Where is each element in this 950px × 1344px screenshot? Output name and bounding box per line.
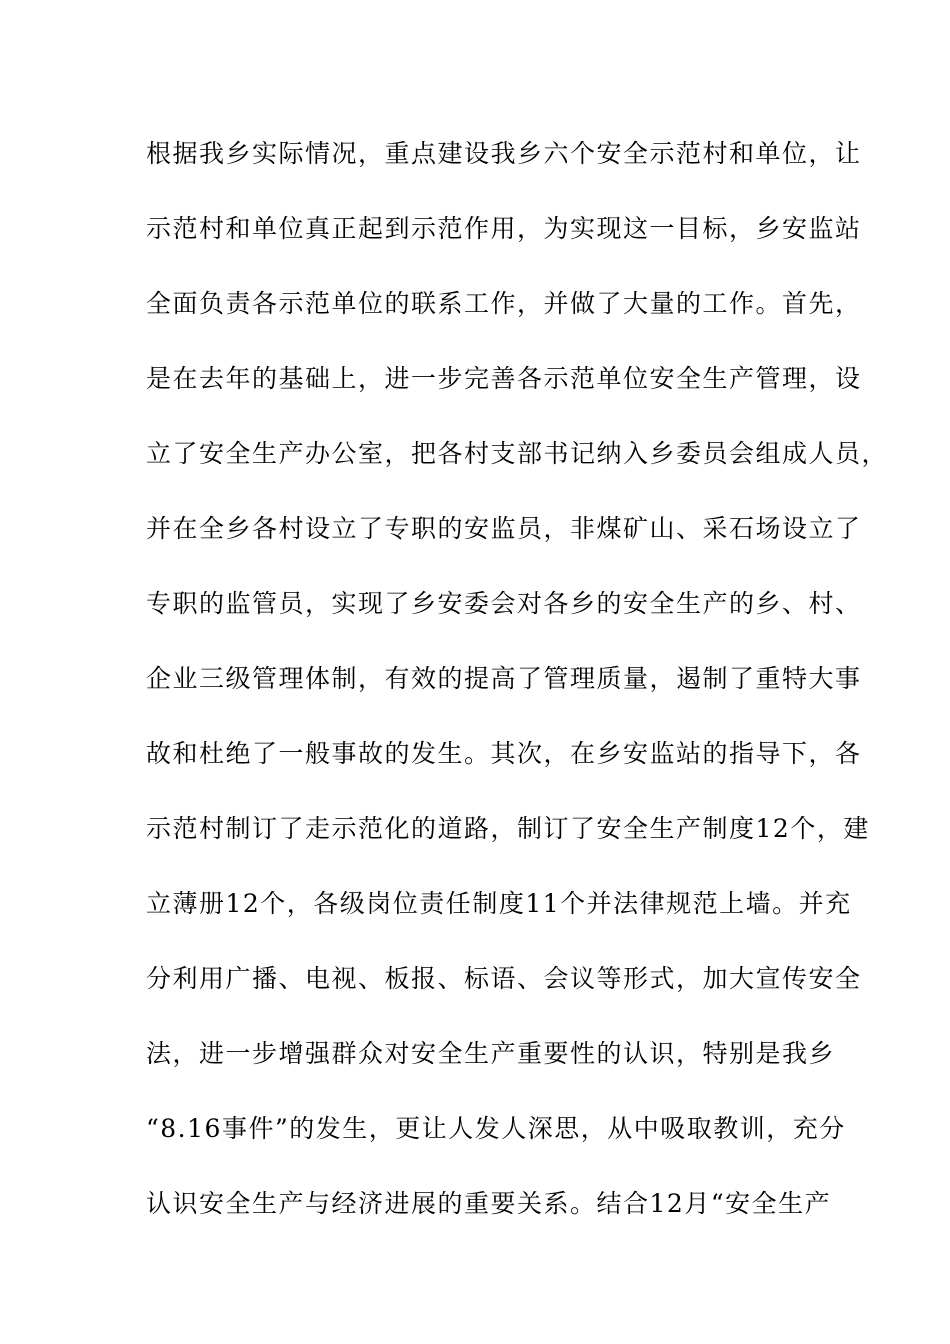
text-line: 示范村和单位真正起到示范作用，为实现这一目标，乡安监站 [146, 214, 862, 243]
text-line: 专职的监管员，实现了乡安委会对各乡的安全生产的乡、村、 [146, 589, 862, 618]
text-line: “8.16事件”的发生，更让人发人深思，从中吸取教训，充分 [146, 1114, 846, 1143]
text-line: 认识安全生产与经济进展的重要关系。结合12月“安全生产 [146, 1189, 832, 1218]
body-text [146, 131, 889, 1256]
text-line: 企业三级管理体制，有效的提高了管理质量，遏制了重特大事 [146, 664, 862, 693]
text-line: 故和杜绝了一般事故的发生。其次，在乡安监站的指导下，各 [146, 739, 862, 768]
text-line: 法，进一步增强群众对安全生产重要性的认识，特别是我乡 [146, 1039, 836, 1068]
text-line: 是在去年的基础上，进一步完善各示范单位安全生产管理，设 [146, 364, 862, 393]
text-line: 示范村制订了走示范化的道路，制订了安全生产制度12个，建 [146, 814, 870, 843]
text-line: 立薄册12个，各级岗位责任制度11个并法律规范上墙。并充 [146, 889, 852, 918]
text-line: 全面负责各示范单位的联系工作，并做了大量的工作。首先， [146, 289, 862, 318]
text-line: 根据我乡实际情况，重点建设我乡六个安全示范村和单位，让 [146, 139, 862, 168]
text-line: 并在全乡各村设立了专职的安监员，非煤矿山、采石场设立了 [146, 514, 862, 543]
text-line: 立了安全生产办公室，把各村支部书记纳入乡委员会组成人员， [146, 439, 889, 468]
text-line: 分利用广播、电视、板报、标语、会议等形式，加大宣传安全 [146, 964, 862, 993]
